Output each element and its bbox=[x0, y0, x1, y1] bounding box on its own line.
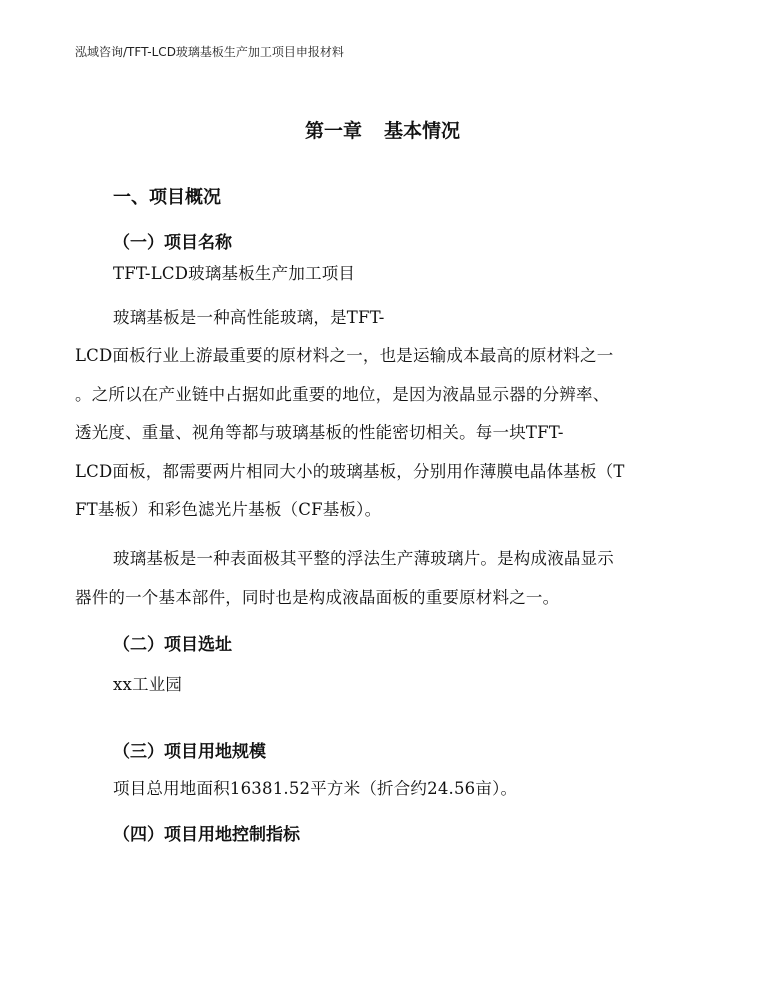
chapter-title bbox=[0, 116, 765, 143]
paragraph-line: FT基板）和彩色滤光片基板（CF基板）。 bbox=[75, 500, 382, 519]
chapter-name: 基本情况 bbox=[384, 120, 461, 142]
paragraph-line: 。之所以在产业链中占据如此重要的地位，是因为液晶显示器的分辨率、 bbox=[75, 385, 610, 404]
subsection-heading-land-control: （四）项目用地控制指标 bbox=[113, 825, 300, 845]
site-text: xx工业园 bbox=[113, 675, 183, 694]
chapter-number: 第一章 bbox=[304, 120, 362, 142]
section-heading-overview: 一、项目概况 bbox=[113, 187, 221, 208]
project-name-text: TFT-LCD玻璃基板生产加工项目 bbox=[113, 264, 356, 283]
paragraph-line: 玻璃基板是一种高性能玻璃，是TFT- bbox=[113, 308, 385, 327]
paragraph-line: 透光度、重量、视角等都与玻璃基板的性能密切相关。每一块TFT- bbox=[75, 423, 564, 442]
paragraph-line: 器件的一个基本部件，同时也是构成液晶面板的重要原材料之一。 bbox=[75, 588, 560, 607]
subsection-heading-site: （二）项目选址 bbox=[113, 635, 232, 655]
land-scale-text: 项目总用地面积16381.52平方米（折合约24.56亩）。 bbox=[113, 779, 518, 798]
page-header: 泓域咨询/TFT-LCD玻璃基板生产加工项目申报材料 bbox=[75, 45, 344, 59]
paragraph-line: LCD面板，都需要两片相同大小的玻璃基板，分别用作薄膜电晶体基板（T bbox=[75, 462, 625, 481]
subsection-heading-land-scale: （三）项目用地规模 bbox=[113, 742, 266, 762]
paragraph-line: 玻璃基板是一种表面极其平整的浮法生产薄玻璃片。是构成液晶显示 bbox=[113, 549, 614, 568]
paragraph-line: LCD面板行业上游最重要的原材料之一，也是运输成本最高的原材料之一 bbox=[75, 346, 614, 365]
subsection-heading-name: （一）项目名称 bbox=[113, 233, 232, 253]
